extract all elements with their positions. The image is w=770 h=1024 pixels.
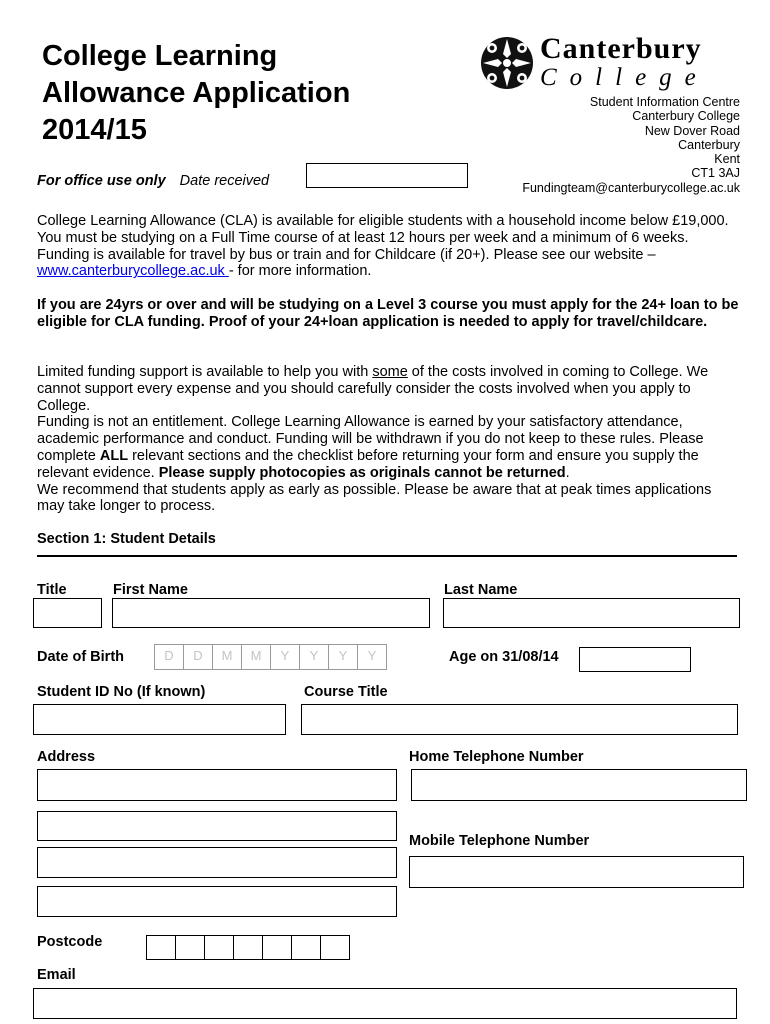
last-name-field[interactable] <box>443 598 740 628</box>
title-label: Title <box>37 582 67 598</box>
address-line-4-field[interactable] <box>37 886 397 917</box>
dob-digit-box[interactable]: Y <box>300 645 329 669</box>
intro-paragraph-eligibility: College Learning Allowance (CLA) is available for eligible students with a household income below £19,000. You must be studying on a Full Time course of at least 12 hours per week and a minimum of 6 weeks. Funding is available for travel by bus or train and for Childcare (if 20+). Please see our website – www.canterburycollege.ac.uk - for more information. <box>37 213 729 280</box>
postcode-char-box[interactable] <box>205 936 234 959</box>
title-line-3: 2014/15 <box>42 114 147 146</box>
dob-digit-box[interactable]: M <box>213 645 242 669</box>
postcode-char-box[interactable] <box>147 936 176 959</box>
age-label: Age on 31/08/14 <box>449 649 559 665</box>
first-name-label: First Name <box>113 582 188 598</box>
intro-paragraph-24plus: If you are 24yrs or over and will be studying on a Level 3 course you must apply for the 24+ loan to be eligible for CLA funding. Proof of your 24+loan application is needed to apply for travel/childcare. <box>37 297 739 330</box>
title-field[interactable] <box>33 598 102 628</box>
college-emblem-icon <box>478 34 536 92</box>
postcode-field[interactable] <box>146 935 350 960</box>
dob-label: Date of Birth <box>37 649 124 665</box>
college-website-link[interactable]: www.canterburycollege.ac.uk <box>37 263 229 280</box>
dob-digit-box[interactable]: D <box>155 645 184 669</box>
address-line: Canterbury College <box>632 109 740 124</box>
canterbury-college-logo <box>478 34 748 92</box>
address-line-3-field[interactable] <box>37 847 397 878</box>
student-id-label: Student ID No (If known) <box>37 684 206 700</box>
dob-digit-box[interactable]: Y <box>329 645 358 669</box>
postcode-char-box[interactable] <box>176 936 205 959</box>
office-use-label: For office use only <box>37 173 166 189</box>
mobile-telephone-label: Mobile Telephone Number <box>409 833 590 849</box>
postcode-char-box[interactable] <box>234 936 263 959</box>
home-telephone-field[interactable] <box>411 769 747 801</box>
last-name-label: Last Name <box>444 582 518 598</box>
office-use-row <box>37 173 269 189</box>
postcode-char-box[interactable] <box>292 936 321 959</box>
address-line: Canterbury <box>678 137 740 152</box>
address-line: New Dover Road <box>644 123 740 138</box>
title-line-1: College Learning <box>42 40 278 72</box>
address-line: Kent <box>714 152 740 167</box>
date-received-field[interactable] <box>306 163 468 188</box>
logo-text-college: College <box>540 64 709 91</box>
course-title-label: Course Title <box>304 684 388 700</box>
age-field[interactable] <box>579 647 691 672</box>
student-id-field[interactable] <box>33 704 286 735</box>
home-telephone-label: Home Telephone Number <box>409 749 584 765</box>
dob-digit-box[interactable]: D <box>184 645 213 669</box>
funding-email: Fundingteam@canterburycollege.ac.uk <box>522 180 740 195</box>
first-name-field[interactable] <box>112 598 430 628</box>
email-label: Email <box>37 967 76 983</box>
dob-field[interactable] <box>154 644 387 670</box>
section-1-heading: Section 1: Student Details <box>37 531 216 547</box>
form-title <box>42 38 350 149</box>
section-divider <box>37 555 737 557</box>
address-line: CT1 3AJ <box>691 166 740 181</box>
address-line-1-field[interactable] <box>37 769 397 801</box>
postcode-char-box[interactable] <box>263 936 292 959</box>
email-field[interactable] <box>33 988 737 1019</box>
address-line-2-field[interactable] <box>37 811 397 841</box>
dob-digit-box[interactable]: Y <box>271 645 300 669</box>
mobile-telephone-field[interactable] <box>409 856 744 888</box>
title-line-2: Allowance Application <box>42 77 351 109</box>
address-line: Student Information Centre <box>589 95 740 109</box>
postcode-char-box[interactable] <box>321 936 349 959</box>
logo-text-canterbury: Canterbury <box>540 32 702 65</box>
dob-digit-box[interactable]: M <box>242 645 271 669</box>
date-received-label: Date received <box>179 173 270 189</box>
college-address <box>522 95 740 195</box>
intro-paragraph-terms: Limited funding support is available to help you with some of the costs involved in coming to College. We cannot support every expense and you should carefully consider the costs involved when you apply to College. Funding is not an entitlement. College Learning Allowance is earned by your satisfactory attendance, academic performance and conduct. Funding will be withdrawn if you do not keep to these rules. Please complete ALL relevant sections and the checklist before returning your form and ensure you supply the relevant evidence. Please supply photocopies as originals cannot be returned. We recommend that students apply as early as possible. Please be aware that at peak times applications may take longer to process. <box>37 364 712 515</box>
course-title-field[interactable] <box>301 704 738 735</box>
dob-digit-box[interactable]: Y <box>367 648 377 663</box>
address-label: Address <box>37 749 96 765</box>
postcode-label: Postcode <box>37 934 103 950</box>
